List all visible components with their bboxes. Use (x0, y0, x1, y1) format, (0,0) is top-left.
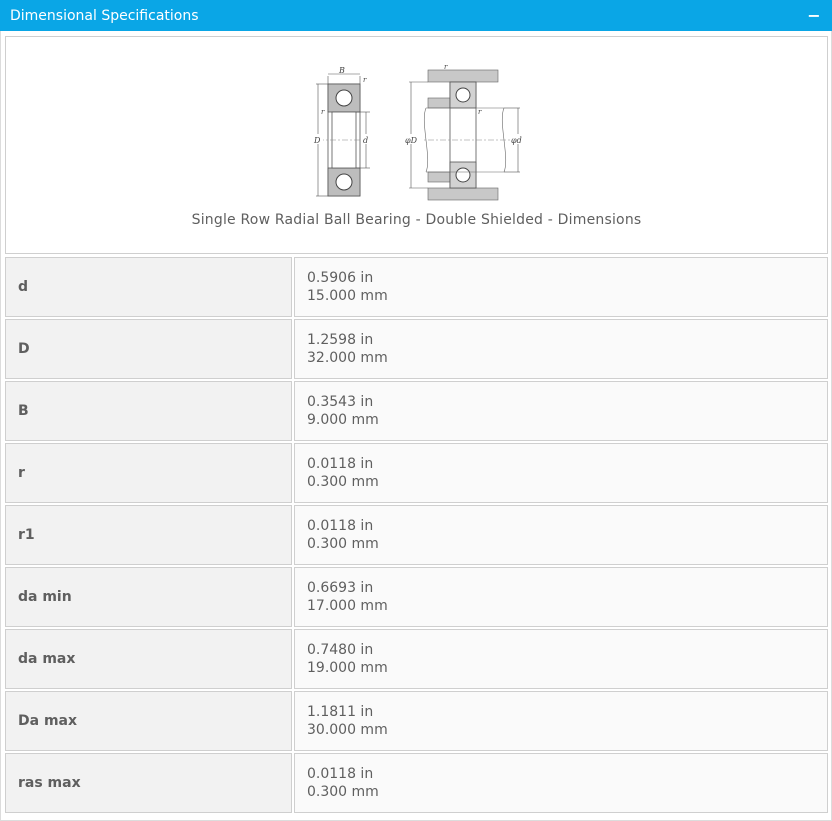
spec-label: d (5, 257, 292, 317)
label-ra-top: r (444, 63, 448, 71)
spec-label: r (5, 443, 292, 503)
spec-value-mm: 0.300 mm (307, 474, 379, 490)
spec-value (294, 629, 828, 689)
spec-value (294, 319, 828, 379)
bearing-dimensions-diagram (308, 62, 528, 208)
diagram-caption: Single Row Radial Ball Bearing - Double Shielded - Dimensions (191, 212, 642, 228)
label-r-left: r (321, 108, 325, 116)
table-row (5, 566, 828, 628)
spec-label: D (5, 319, 292, 379)
spec-value (294, 691, 828, 751)
spec-label: B (5, 381, 292, 441)
spec-value (294, 257, 828, 317)
spec-label: ras max (5, 753, 292, 813)
label-d: d (363, 136, 369, 145)
spec-value (294, 381, 828, 441)
table-row (5, 380, 828, 442)
spec-value-mm: 17.000 mm (307, 598, 388, 614)
spec-value (294, 753, 828, 813)
table-row (5, 442, 828, 504)
label-D: D (314, 136, 321, 145)
table-row (5, 504, 828, 566)
spec-value-mm: 19.000 mm (307, 660, 388, 676)
spec-value-mm: 30.000 mm (307, 722, 388, 738)
label-B: B (339, 66, 345, 75)
spec-value-mm: 0.300 mm (307, 536, 379, 552)
table-row (5, 628, 828, 690)
spec-value-mm: 15.000 mm (307, 288, 388, 304)
label-r-top: r (363, 76, 367, 84)
panel-body (0, 31, 832, 821)
spec-value-inch: 1.2598 in (307, 332, 374, 348)
spec-label: Da max (5, 691, 292, 751)
table-row (5, 752, 828, 814)
spec-value (294, 443, 828, 503)
label-Da: φD (405, 136, 418, 145)
spec-label: da min (5, 567, 292, 627)
spec-value (294, 567, 828, 627)
collapse-icon[interactable]: − (807, 6, 821, 25)
spec-value-inch: 0.6693 in (307, 580, 374, 596)
spec-table (5, 256, 828, 814)
spec-value-inch: 0.7480 in (307, 642, 374, 658)
spec-value-inch: 0.5906 in (307, 270, 374, 286)
spec-value-inch: 1.1811 in (307, 704, 374, 720)
spec-label: da max (5, 629, 292, 689)
spec-value-mm: 9.000 mm (307, 412, 379, 428)
spec-value-inch: 0.3543 in (307, 394, 374, 410)
label-da: φd (511, 136, 522, 145)
spec-value-inch: 0.0118 in (307, 456, 374, 472)
spec-value-inch: 0.0118 in (307, 766, 374, 782)
label-ra-side: r (478, 108, 482, 116)
table-row (5, 690, 828, 752)
spec-value-mm: 32.000 mm (307, 350, 388, 366)
table-row (5, 256, 828, 318)
table-row (5, 318, 828, 380)
spec-value-inch: 0.0118 in (307, 518, 374, 534)
diagram-cell (5, 36, 828, 254)
panel-title: Dimensional Specifications (10, 7, 199, 24)
spec-value-mm: 0.300 mm (307, 784, 379, 800)
spec-value (294, 505, 828, 565)
panel-header[interactable] (0, 0, 832, 31)
spec-label: r1 (5, 505, 292, 565)
